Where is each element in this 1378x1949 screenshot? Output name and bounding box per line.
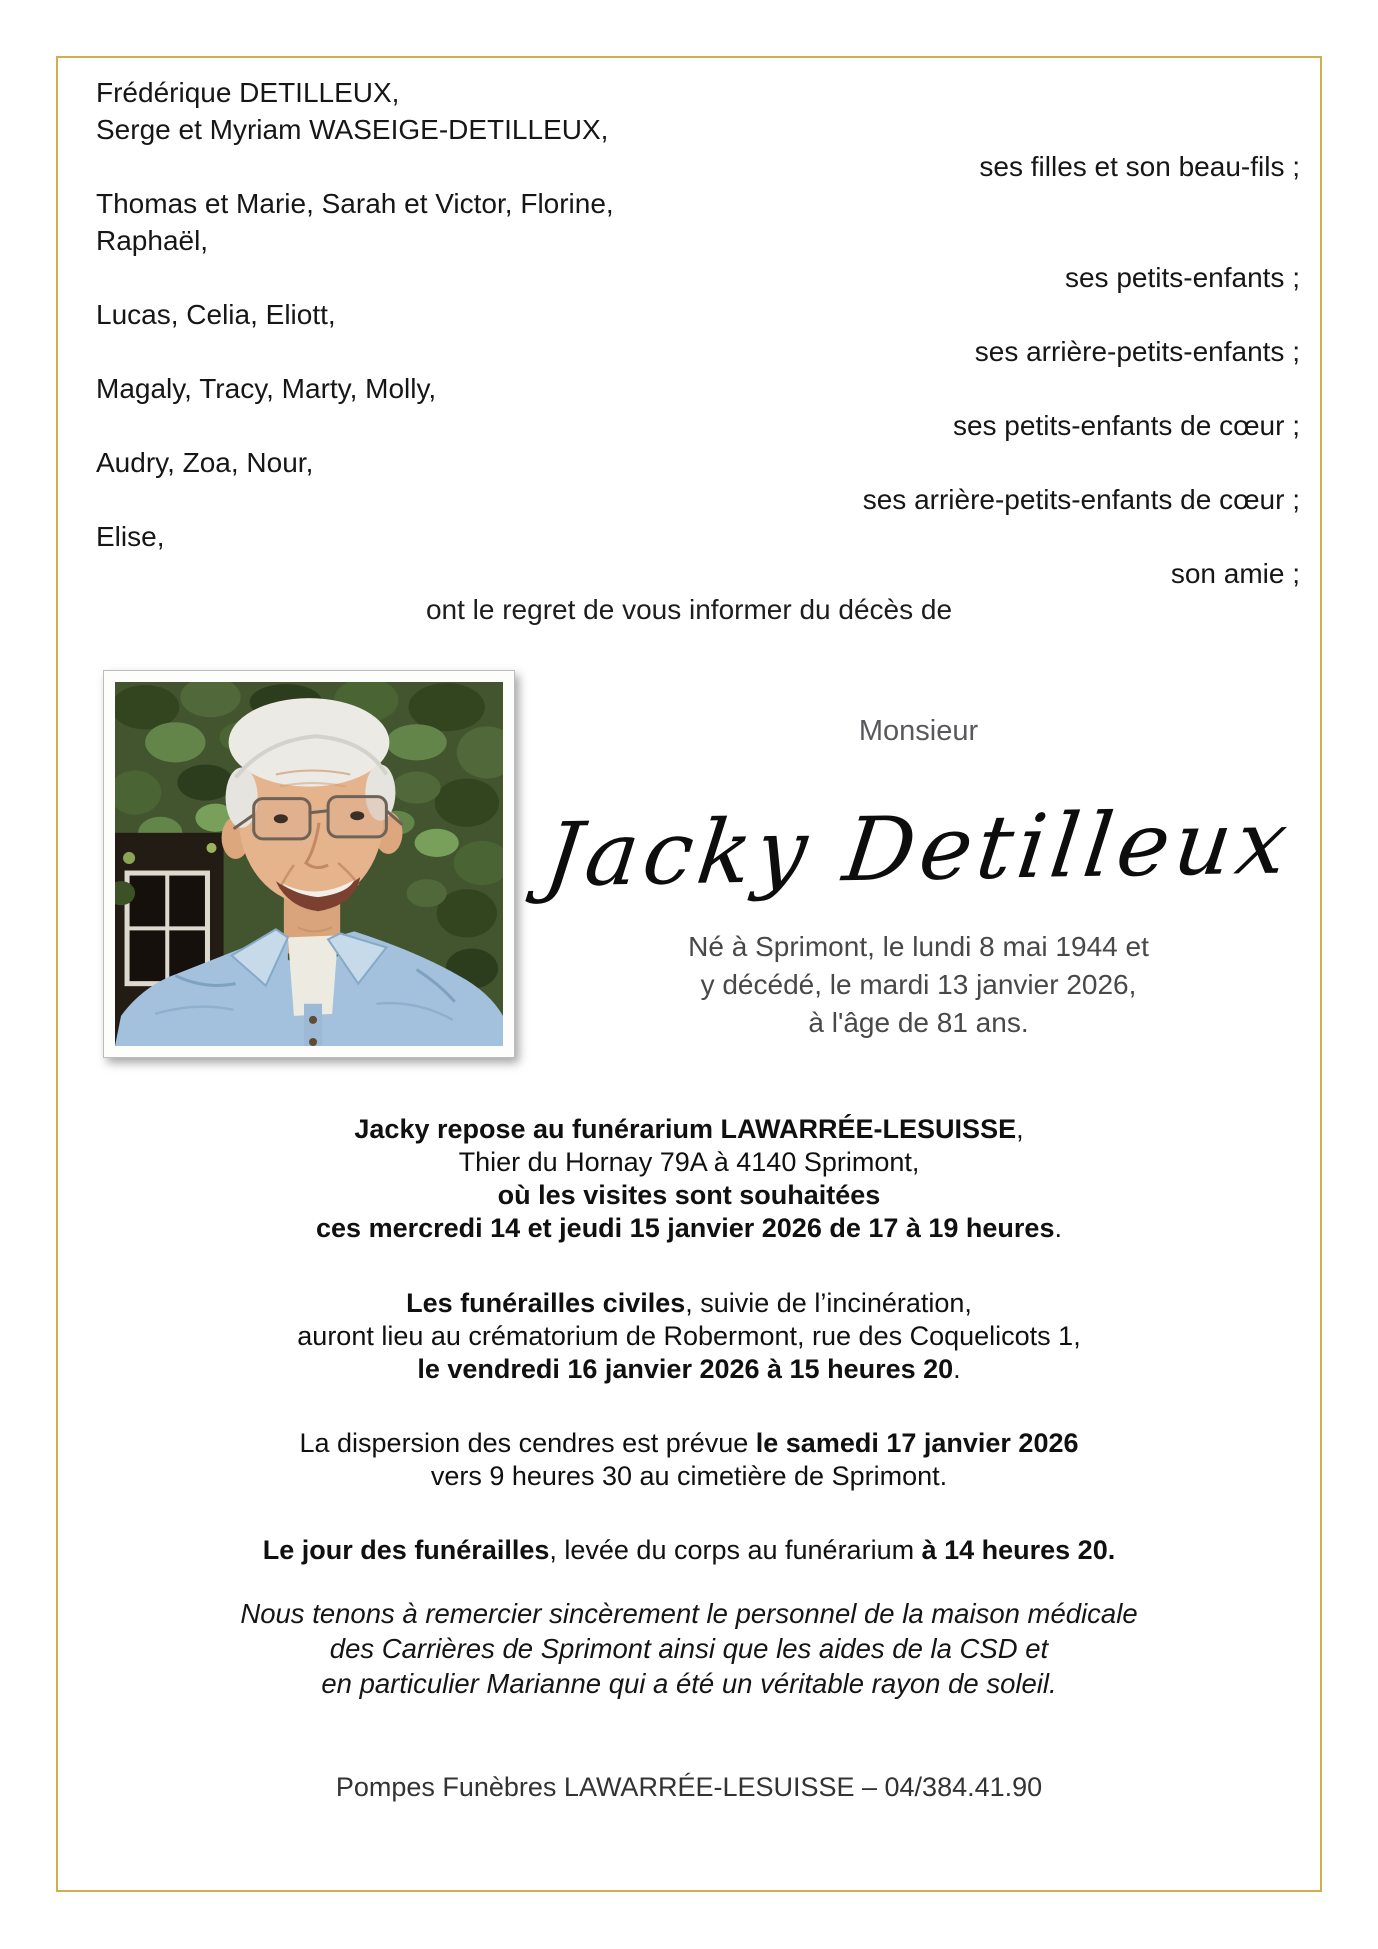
repose-line: Jacky repose au funérarium LAWARRÉE-LESUISSE, — [354, 1114, 1024, 1144]
relationship-label: ses petits-enfants de cœur ; — [952, 410, 1300, 441]
relationship-label: ses filles et son beau-fils ; — [979, 151, 1300, 182]
civility-title: Monsieur — [858, 715, 979, 747]
family-list — [96, 74, 1300, 592]
family-name-line: Elise, — [96, 521, 165, 552]
funeral-day-block — [56, 1534, 1322, 1567]
funeral-line: Les funérailles civiles, suivie de l’incinération, — [406, 1288, 972, 1318]
family-name-line: Magaly, Tracy, Marty, Molly, — [96, 373, 437, 404]
portrait-photo — [103, 670, 515, 1058]
family-name-line: Frédérique DETILLEUX, — [96, 77, 400, 108]
repose-block — [56, 1113, 1322, 1245]
family-name-line: Thomas et Marie, Sarah et Victor, Florine, — [96, 188, 614, 219]
visits-line: où les visites sont souhaitées — [497, 1180, 881, 1210]
family-name-line: Audry, Zoa, Nour, — [96, 447, 314, 478]
funeral-home-footer: Pompes Funèbres LAWARRÉE-LESUISSE – 04/384.41.90 — [335, 1772, 1043, 1802]
funeral-date-line: le vendredi 16 janvier 2026 à 15 heures 20. — [417, 1354, 961, 1384]
thanks-line: en particulier Marianne qui a été un véritable rayon de soleil. — [321, 1668, 1057, 1699]
ashes-dispersion-block — [56, 1427, 1322, 1493]
repose-address-line: Thier du Hornay 79A à 4140 Sprimont, — [458, 1147, 920, 1177]
dispersion-line: La dispersion des cendres est prévue le samedi 17 janvier 2026 — [299, 1428, 1079, 1458]
relationship-label: ses petits-enfants ; — [1064, 262, 1300, 293]
thanks-line: des Carrières de Sprimont ainsi que les aides de la CSD et — [329, 1633, 1049, 1664]
family-name-line: Serge et Myriam WASEIGE-DETILLEUX, — [96, 114, 609, 145]
crematorium-line: auront lieu au crématorium de Robermont, rue des Coquelicots 1, — [297, 1321, 1081, 1351]
portrait-illustration — [115, 682, 503, 1046]
visits-dates-line: ces mercredi 14 et jeudi 15 janvier 2026 de 17 à 19 heures. — [316, 1213, 1062, 1243]
birth-line: Né à Sprimont, le lundi 8 mai 1944 et — [688, 931, 1149, 962]
funeral-block — [56, 1287, 1322, 1386]
announcement-intro: ont le regret de vous informer du décès de — [425, 594, 953, 625]
deceased-name: Jacky Detilleux — [539, 790, 1298, 907]
thanks-line: Nous tenons à remercier sincèrement le personnel de la maison médicale — [240, 1598, 1138, 1629]
relationship-label: ses arrière-petits-enfants ; — [974, 336, 1300, 367]
relationship-label: son amie ; — [1170, 558, 1300, 589]
family-name-line: Raphaël, — [96, 225, 209, 256]
death-line: y décédé, le mardi 13 janvier 2026, — [700, 969, 1137, 1000]
funeral-day-line: Le jour des funérailles, levée du corps au funérarium à 14 heures 20. — [262, 1535, 1116, 1565]
family-name-line: Lucas, Celia, Eliott, — [96, 299, 336, 330]
thanks-block — [56, 1596, 1322, 1701]
age-line: à l'âge de 81 ans. — [808, 1007, 1029, 1038]
birth-death-lines — [515, 928, 1322, 1042]
relationship-label: ses arrière-petits-enfants de cœur ; — [862, 484, 1300, 515]
dispersion-place-line: vers 9 heures 30 au cimetière de Sprimont. — [430, 1461, 948, 1491]
